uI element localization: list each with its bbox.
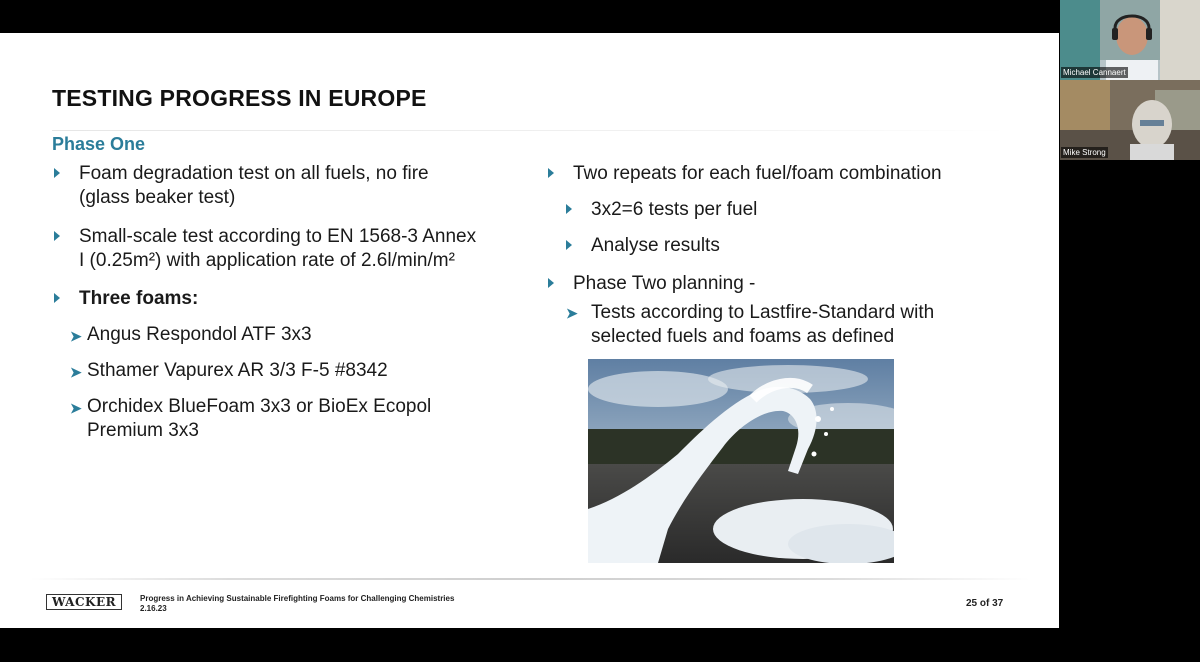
bullet-triangle-icon	[548, 168, 554, 178]
bullet-triangle-icon	[566, 240, 572, 250]
bullet-line: Orchidex BlueFoam 3x3 or BioEx Ecopol	[87, 396, 432, 417]
footer-caption	[140, 594, 454, 614]
bullet-line: I (0.25m²) with application rate of 2.6l/min/m²	[79, 250, 455, 271]
bullet-line: Foam degradation test on all fuels, no fire	[79, 163, 429, 184]
participant-name: Mike Strong	[1063, 148, 1106, 157]
bullet-line: Tests according to Lastfire-Standard with	[591, 302, 935, 323]
bullet-triangle-icon	[54, 293, 60, 303]
presentation-slide	[0, 33, 1059, 628]
foam-spray-photo	[588, 359, 894, 563]
slide-title: TESTING PROGRESS IN EUROPE	[52, 85, 427, 111]
bullet-two-repeats: Two repeats for each fuel/foam combination	[573, 163, 942, 184]
bullet-triangle-icon	[548, 278, 554, 288]
bullet-line: Sthamer Vapurex AR 3/3 F-5 #8342	[87, 360, 388, 381]
bullet-phase-two: Phase Two planning -	[573, 273, 756, 294]
bullet-triangle-icon	[54, 168, 60, 178]
phase-heading: Phase One	[52, 134, 146, 154]
presentation-title: Progress in Achieving Sustainable Firefighting Foams for Challenging Chemistries	[140, 594, 455, 603]
participant-video-tile[interactable]	[1060, 80, 1200, 160]
bullet-small-scale-test	[79, 225, 476, 273]
presentation-date: 2.16.23	[140, 604, 167, 613]
chevron-arrow-icon: ➤	[70, 364, 82, 380]
page-number: 25 of 37	[966, 598, 1004, 609]
chevron-arrow-icon: ➤	[566, 305, 578, 321]
bullet-foam-degradation	[79, 162, 429, 210]
bullet-lastfire	[591, 301, 934, 349]
chevron-arrow-icon: ➤	[70, 328, 82, 344]
bullet-triangle-icon	[566, 204, 572, 214]
bullet-line: Angus Respondol ATF 3x3	[87, 324, 312, 345]
foam-orchidex	[87, 395, 431, 443]
foam-angus	[87, 323, 312, 347]
bullet-tests-per-fuel: 3x2=6 tests per fuel	[591, 199, 758, 220]
bullet-triangle-icon	[54, 231, 60, 241]
bullet-line: (glass beaker test)	[79, 187, 236, 208]
participant-name: Michael Cannaert	[1063, 68, 1126, 77]
bullet-line: Premium 3x3	[87, 420, 199, 441]
wacker-logo: WACKER	[46, 594, 122, 610]
bullet-three-foams	[79, 287, 198, 311]
bullet-line: Small-scale test according to EN 1568-3 Annex	[79, 226, 477, 247]
footer-divider	[30, 578, 1030, 580]
foam-sthamer	[87, 359, 388, 383]
participant-video-tile[interactable]	[1060, 0, 1200, 80]
bullet-line: Three foams:	[79, 288, 199, 309]
bullet-line: selected fuels and foams as defined	[591, 326, 895, 347]
bullet-analyse-results: Analyse results	[591, 235, 720, 256]
title-divider	[52, 130, 1008, 131]
chevron-arrow-icon: ➤	[70, 400, 82, 416]
